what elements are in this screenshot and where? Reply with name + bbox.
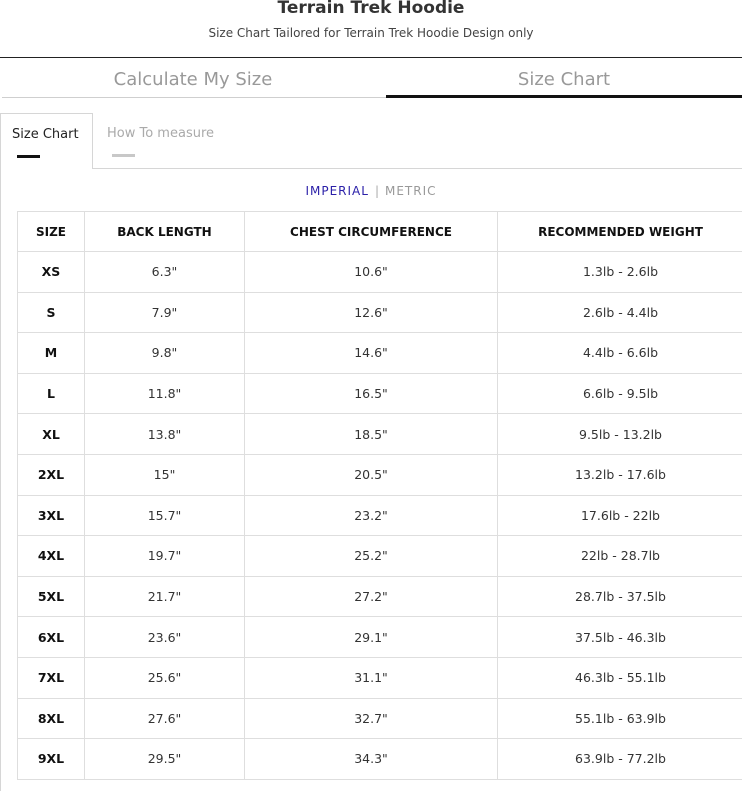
recommended-weight-cell: 55.1lb - 63.9lb: [498, 698, 742, 739]
subtab-active-indicator: [17, 155, 40, 158]
table-row: [18, 333, 742, 374]
table-row: [18, 292, 742, 333]
size-cell: 6XL: [18, 617, 85, 658]
table-row: [18, 414, 742, 455]
table-row: [18, 657, 742, 698]
recommended-weight-cell: 22lb - 28.7lb: [498, 536, 742, 577]
back-length-cell: 6.3": [85, 252, 245, 293]
chest-circumference-cell: 34.3": [245, 739, 498, 780]
header-recommended-weight: RECOMMENDED WEIGHT: [498, 212, 742, 252]
chest-circumference-cell: 23.2": [245, 495, 498, 536]
subtab-how-to-measure-label: How To measure: [107, 126, 215, 141]
size-cell: 8XL: [18, 698, 85, 739]
chest-circumference-cell: 27.2": [245, 576, 498, 617]
size-cell: XL: [18, 414, 85, 455]
header-back-length: BACK LENGTH: [85, 212, 245, 252]
chest-circumference-cell: 10.6": [245, 252, 498, 293]
back-length-cell: 9.8": [85, 333, 245, 374]
unit-toggle: [0, 184, 742, 198]
chest-circumference-cell: 31.1": [245, 657, 498, 698]
main-tabs: [0, 59, 742, 99]
table-row: [18, 373, 742, 414]
back-length-cell: 23.6": [85, 617, 245, 658]
recommended-weight-cell: 4.4lb - 6.6lb: [498, 333, 742, 374]
subtab-how-to-measure[interactable]: [93, 113, 243, 169]
size-cell: 3XL: [18, 495, 85, 536]
page-header: [0, 0, 742, 58]
table-row: [18, 576, 742, 617]
back-length-cell: 15": [85, 454, 245, 495]
size-cell: S: [18, 292, 85, 333]
table-header-row: [18, 212, 742, 252]
chest-circumference-cell: 14.6": [245, 333, 498, 374]
tab-calculate-my-size[interactable]: Calculate My Size: [113, 69, 273, 90]
chest-circumference-cell: 20.5": [245, 454, 498, 495]
back-length-cell: 11.8": [85, 373, 245, 414]
size-cell: L: [18, 373, 85, 414]
back-length-cell: 13.8": [85, 414, 245, 455]
unit-metric-button[interactable]: METRIC: [385, 184, 437, 198]
table-row: [18, 252, 742, 293]
size-cell: 7XL: [18, 657, 85, 698]
header-size: SIZE: [18, 212, 85, 252]
size-cell: M: [18, 333, 85, 374]
recommended-weight-cell: 6.6lb - 9.5lb: [498, 373, 742, 414]
chest-circumference-cell: 18.5": [245, 414, 498, 455]
back-length-cell: 21.7": [85, 576, 245, 617]
size-table: [17, 211, 742, 780]
subtab-size-chart[interactable]: [0, 113, 93, 169]
recommended-weight-cell: 9.5lb - 13.2lb: [498, 414, 742, 455]
recommended-weight-cell: 46.3lb - 55.1lb: [498, 657, 742, 698]
recommended-weight-cell: 13.2lb - 17.6lb: [498, 454, 742, 495]
back-length-cell: 25.6": [85, 657, 245, 698]
chest-circumference-cell: 32.7": [245, 698, 498, 739]
recommended-weight-cell: 1.3lb - 2.6lb: [498, 252, 742, 293]
chest-circumference-cell: 16.5": [245, 373, 498, 414]
back-length-cell: 19.7": [85, 536, 245, 577]
recommended-weight-cell: 63.9lb - 77.2lb: [498, 739, 742, 780]
table-row: [18, 698, 742, 739]
recommended-weight-cell: 37.5lb - 46.3lb: [498, 617, 742, 658]
subtab-size-chart-label: Size Chart: [12, 127, 79, 142]
table-row: [18, 739, 742, 780]
unit-separator: |: [374, 184, 379, 198]
recommended-weight-cell: 17.6lb - 22lb: [498, 495, 742, 536]
unit-imperial-button[interactable]: IMPERIAL: [305, 184, 369, 198]
size-cell: XS: [18, 252, 85, 293]
chest-circumference-cell: 29.1": [245, 617, 498, 658]
tab-underline-active: [386, 95, 742, 98]
product-subtitle: Size Chart Tailored for Terrain Trek Hoodie Design only: [208, 26, 534, 40]
header-chest-circumference: CHEST CIRCUMFERENCE: [245, 212, 498, 252]
size-cell: 4XL: [18, 536, 85, 577]
size-cell: 9XL: [18, 739, 85, 780]
back-length-cell: 27.6": [85, 698, 245, 739]
back-length-cell: 29.5": [85, 739, 245, 780]
table-row: [18, 536, 742, 577]
tab-underline-inactive: [2, 97, 386, 98]
recommended-weight-cell: 2.6lb - 4.4lb: [498, 292, 742, 333]
tab-size-chart[interactable]: Size Chart: [517, 69, 611, 90]
recommended-weight-cell: 28.7lb - 37.5lb: [498, 576, 742, 617]
size-cell: 2XL: [18, 454, 85, 495]
chest-circumference-cell: 12.6": [245, 292, 498, 333]
chest-circumference-cell: 25.2": [245, 536, 498, 577]
back-length-cell: 7.9": [85, 292, 245, 333]
table-row: [18, 495, 742, 536]
size-cell: 5XL: [18, 576, 85, 617]
product-title: Terrain Trek Hoodie: [277, 0, 465, 18]
subtab-inactive-indicator: [112, 154, 135, 157]
back-length-cell: 15.7": [85, 495, 245, 536]
table-row: [18, 454, 742, 495]
table-row: [18, 617, 742, 658]
